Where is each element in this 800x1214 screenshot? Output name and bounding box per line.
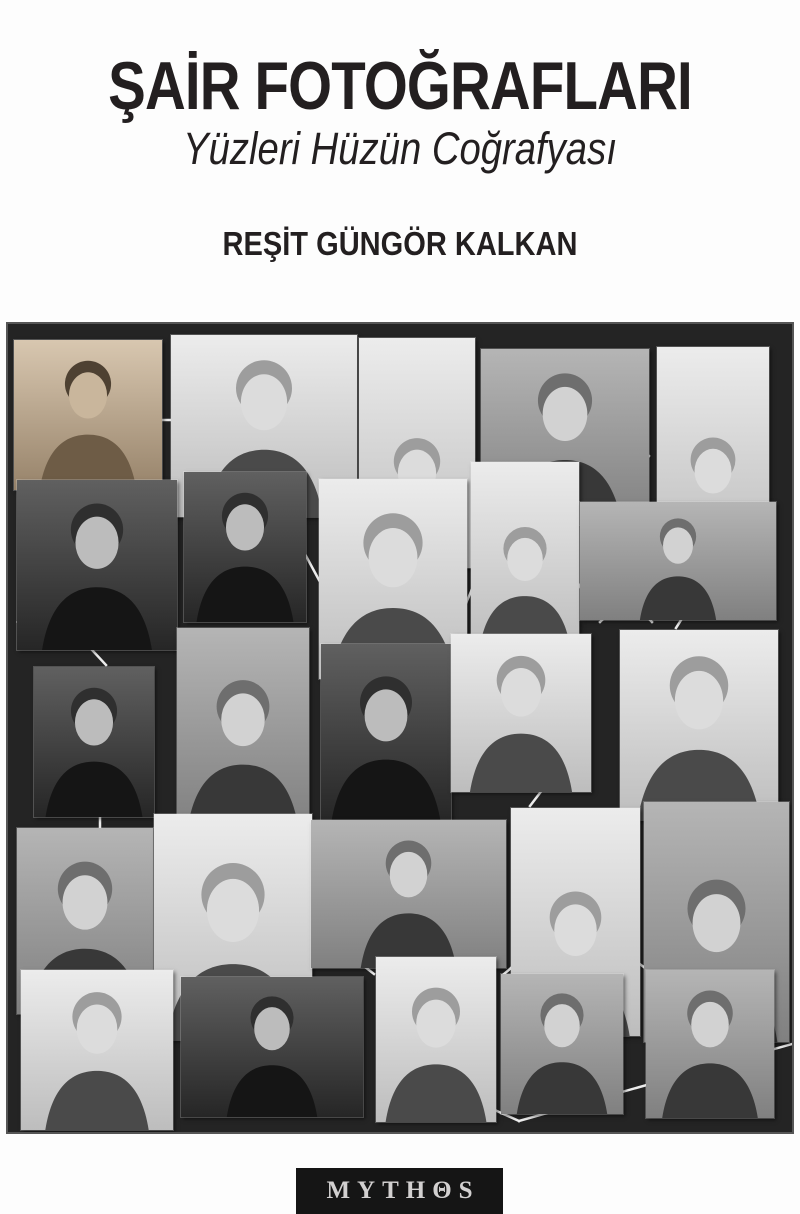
portrait-photo [501,974,623,1114]
portrait-silhouette-icon [181,977,363,1117]
portrait-photo [646,970,774,1118]
portrait-photo [321,644,451,822]
portrait-silhouette-icon [17,480,177,650]
subtitle: Yüzleri Hüzün Coğrafyası [183,123,617,175]
portrait-photo [184,472,306,622]
portrait-silhouette-icon [177,628,309,828]
portrait-photo [181,977,363,1117]
portrait-photo [21,970,173,1130]
portrait-silhouette-icon [471,462,579,648]
portrait-photo [471,462,579,648]
photo-collage [6,322,794,1134]
portrait-silhouette-icon [14,340,162,490]
title-block [0,0,800,263]
page-title: ŞAİR FOTOĞRAFLARI [108,48,692,124]
portrait-silhouette-icon [580,502,776,620]
portrait-photo [620,630,778,820]
portrait-silhouette-icon [376,957,496,1122]
portrait-photo [311,820,506,968]
portrait-photo [580,502,776,620]
publisher-logo [296,1168,503,1214]
publisher-name: MYTHΘS [326,1177,480,1204]
portrait-photo [17,480,177,650]
portrait-silhouette-icon [646,970,774,1118]
portrait-photo [34,667,154,817]
portrait-silhouette-icon [501,974,623,1114]
portrait-silhouette-icon [321,644,451,822]
portrait-silhouette-icon [184,472,306,622]
portrait-photo [177,628,309,828]
portrait-silhouette-icon [620,630,778,820]
portrait-photo [14,340,162,490]
portrait-silhouette-icon [451,634,591,792]
author-name: REŞİT GÜNGÖR KALKAN [222,225,578,263]
portrait-photo [451,634,591,792]
portrait-silhouette-icon [21,970,173,1130]
portrait-silhouette-icon [34,667,154,817]
portrait-silhouette-icon [311,820,506,968]
portrait-photo [376,957,496,1122]
